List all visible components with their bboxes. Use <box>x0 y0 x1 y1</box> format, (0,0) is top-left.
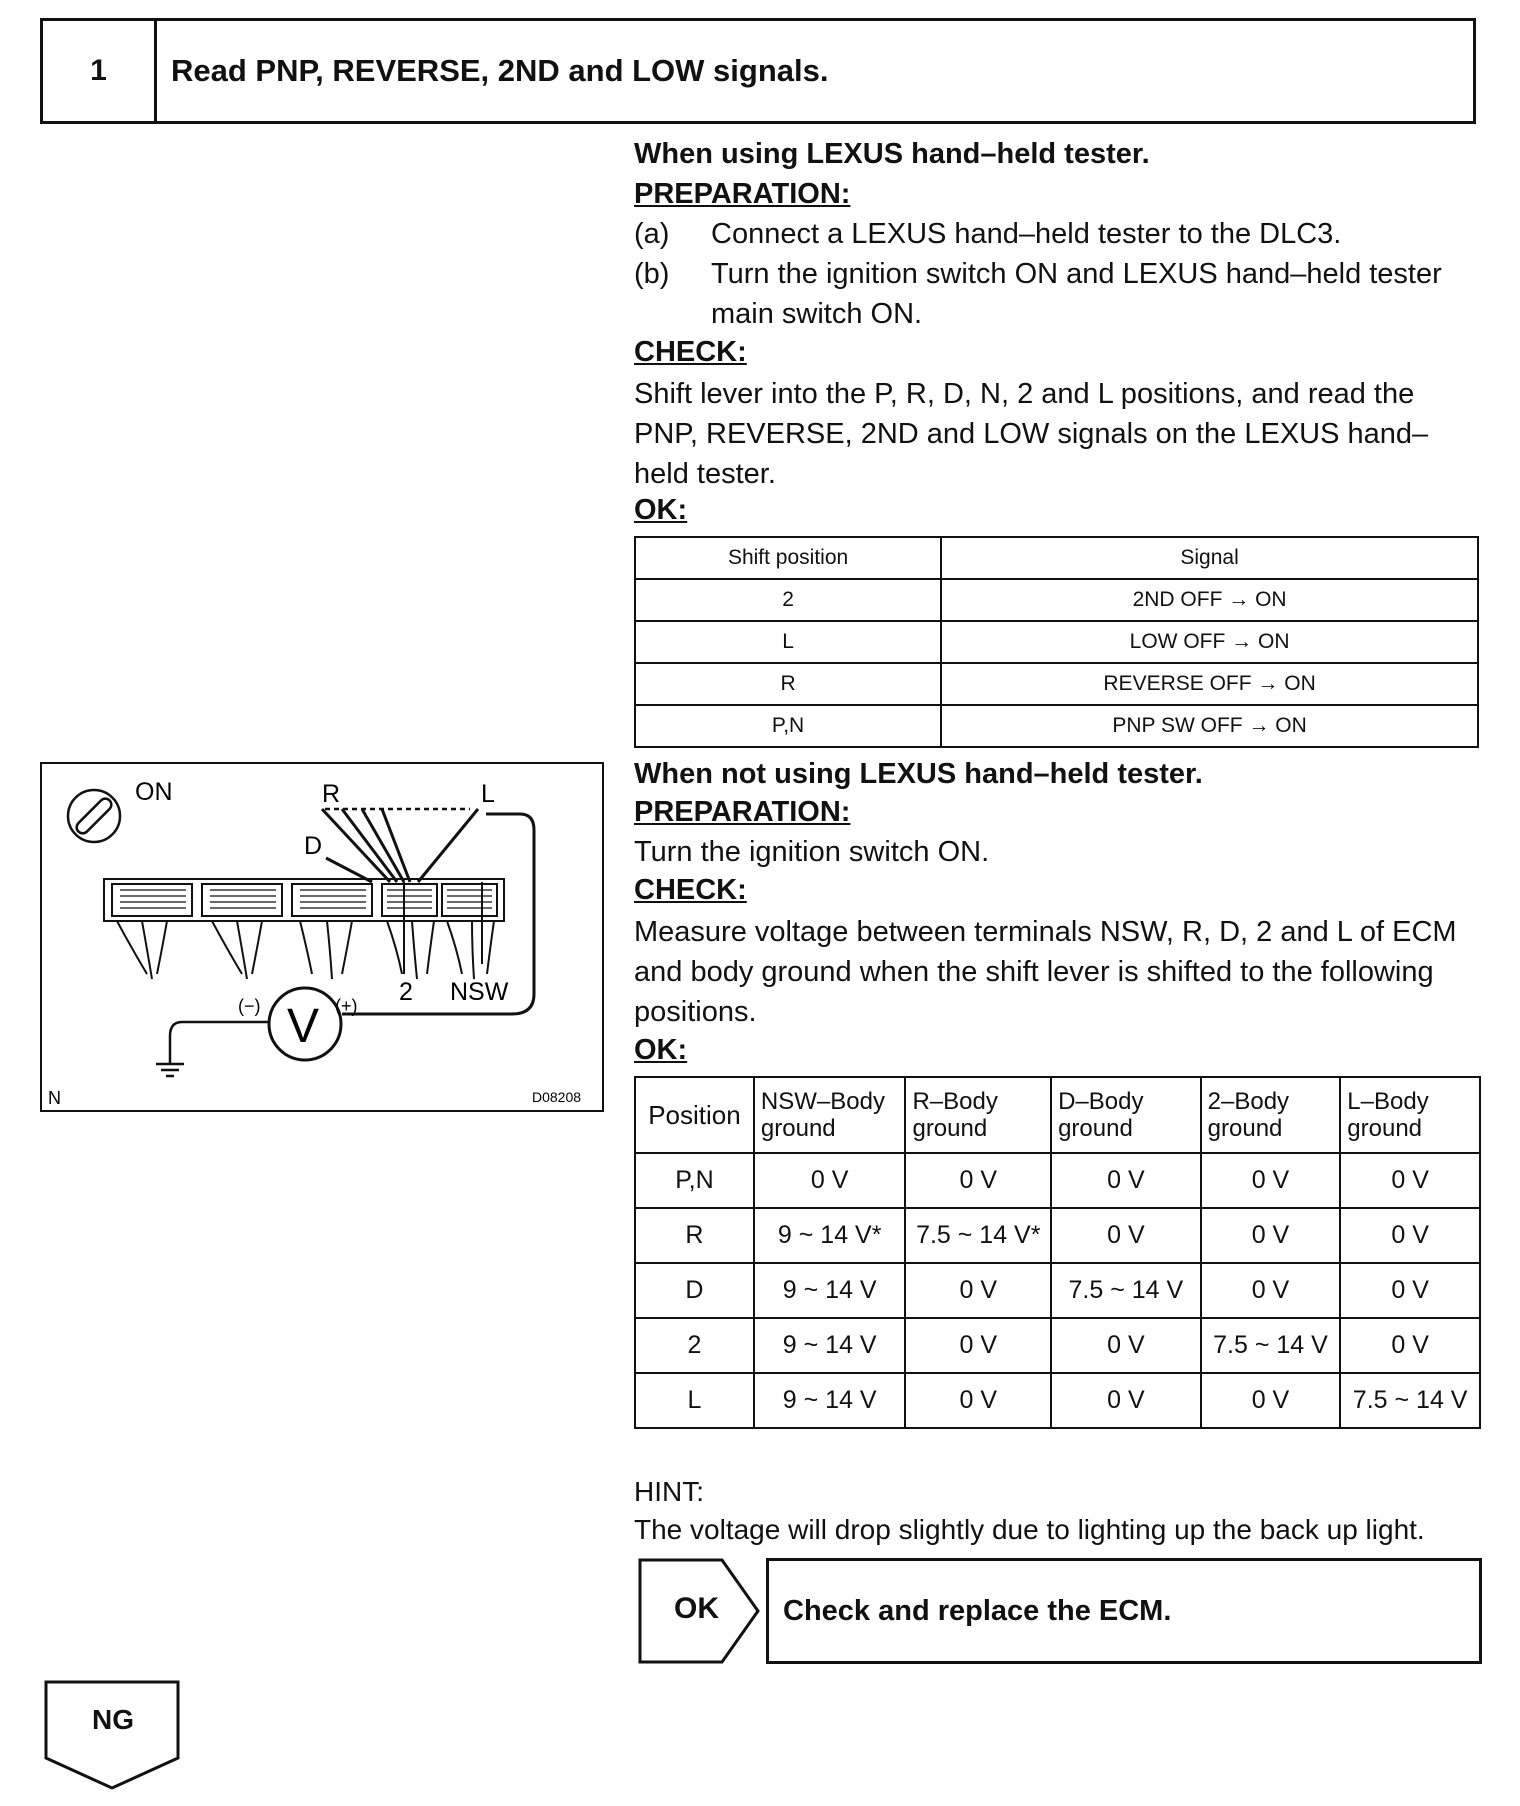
table-cell: 0 V <box>1051 1153 1201 1208</box>
table-cell: PNP SW OFF → ON <box>941 705 1478 747</box>
ecm-connector-icon <box>104 879 504 979</box>
table-cell: 0 V <box>905 1318 1051 1373</box>
tester-check-text: Shift lever into the P, R, D, N, 2 and L positions, and read the PNP, REVERSE, 2ND and LOW signals on the LEXUS hand–held tester. <box>634 378 1429 490</box>
table-cell: 0 V <box>905 1153 1051 1208</box>
table-row <box>635 621 1478 663</box>
table-cell: 2 <box>635 579 941 621</box>
table-cell: 0 V <box>1340 1318 1480 1373</box>
table-header-row <box>635 537 1478 579</box>
table-cell: 0 V <box>1340 1153 1480 1208</box>
voltmeter-icon <box>269 988 341 1060</box>
table-cell: D <box>635 1263 754 1318</box>
table-cell: 0 V <box>1201 1208 1341 1263</box>
tester-step-b <box>634 254 1479 334</box>
step-title: Read PNP, REVERSE, 2ND and LOW signals. <box>171 53 829 88</box>
table-cell: 7.5 ~ 14 V* <box>905 1208 1051 1263</box>
table-cell: R <box>635 1208 754 1263</box>
table-cell: L <box>635 621 941 663</box>
no-tester-preparation-text: Turn the ignition switch ON. <box>634 836 990 868</box>
corner-label: N <box>48 1088 61 1108</box>
table-cell: 0 V <box>905 1263 1051 1318</box>
table-cell: 0 V <box>1340 1263 1480 1318</box>
table-cell: 9 ~ 14 V <box>754 1263 906 1318</box>
ground-icon <box>156 1022 269 1076</box>
table-row <box>635 1153 1480 1208</box>
hint-label: HINT: <box>634 1476 704 1507</box>
no-tester-ok-label: OK: <box>634 1034 688 1066</box>
step-label: (a) <box>634 218 670 250</box>
table-cell: 0 V <box>1051 1208 1201 1263</box>
table-cell: 2ND OFF → ON <box>941 579 1478 621</box>
ok-label: OK <box>674 1592 719 1625</box>
table-cell: P,N <box>635 705 941 747</box>
table-header-cell: Position <box>635 1077 754 1153</box>
table-row <box>635 579 1478 621</box>
tester-ok-label: OK: <box>634 494 688 526</box>
table-row <box>635 1373 1480 1428</box>
step-number: 1 <box>43 21 157 121</box>
no-tester-check-text: Measure voltage between terminals NSW, R, D, 2 and L of ECM and body ground when the shift lever is shifted to the following positions. <box>634 916 1457 1028</box>
table-row <box>635 705 1478 747</box>
table-cell: R <box>635 663 941 705</box>
table-cell: 7.5 ~ 14 V <box>1201 1318 1341 1373</box>
table-header-cell: R–Body ground <box>905 1077 1051 1153</box>
ignition-switch-icon <box>68 790 120 842</box>
tester-steps <box>634 214 1479 334</box>
table-cell: 0 V <box>1340 1208 1480 1263</box>
table-row <box>635 1318 1480 1373</box>
tester-heading: When using LEXUS hand–held tester. <box>634 138 1150 170</box>
meter-minus-label: (−) <box>238 996 261 1016</box>
table-cell: REVERSE OFF → ON <box>941 663 1478 705</box>
table-cell: 0 V <box>754 1153 906 1208</box>
voltage-table <box>634 1076 1481 1429</box>
no-tester-heading: When not using LEXUS hand–held tester. <box>634 758 1203 790</box>
table-header-cell: L–Body ground <box>1340 1077 1480 1153</box>
ng-label: NG <box>92 1704 134 1735</box>
ng-result <box>44 1680 182 1790</box>
tester-preparation-label: PREPARATION: <box>634 178 851 210</box>
table-row <box>635 1208 1480 1263</box>
table-header-cell: 2–Body ground <box>1201 1077 1341 1153</box>
table-header-cell: Signal <box>941 537 1478 579</box>
table-cell: 0 V <box>1201 1373 1341 1428</box>
diagram-code: D08208 <box>532 1089 582 1105</box>
step-text: Connect a LEXUS hand–held tester to the DLC3. <box>711 218 1342 250</box>
ok-result <box>638 1558 1482 1664</box>
table-cell: 0 V <box>905 1373 1051 1428</box>
table-row <box>635 663 1478 705</box>
table-cell: 0 V <box>1051 1373 1201 1428</box>
hint-text: The voltage will drop slightly due to lighting up the back up light. <box>634 1514 1425 1545</box>
terminal-l-label: L <box>481 780 495 808</box>
table-row <box>635 1263 1480 1318</box>
table-cell: 9 ~ 14 V <box>754 1318 906 1373</box>
terminal-nsw-label: NSW <box>450 978 509 1006</box>
table-header-cell: D–Body ground <box>1051 1077 1201 1153</box>
table-cell: 0 V <box>1201 1263 1341 1318</box>
tester-step-a <box>634 214 1479 254</box>
meter-plus-label: (+) <box>335 996 358 1016</box>
step-header <box>40 18 1476 124</box>
table-cell: 0 V <box>1201 1153 1341 1208</box>
signal-table <box>634 536 1479 748</box>
table-cell: P,N <box>635 1153 754 1208</box>
svg-text:V: V <box>287 1000 320 1053</box>
no-tester-check-label: CHECK: <box>634 874 747 906</box>
table-cell: 9 ~ 14 V* <box>754 1208 906 1263</box>
step-text: Turn the ignition switch ON and LEXUS hand–held tester main switch ON. <box>711 258 1442 330</box>
ok-action: Check and replace the ECM. <box>766 1558 1482 1664</box>
terminal-d-label: D <box>304 832 323 860</box>
table-cell: L <box>635 1373 754 1428</box>
terminal-r-label: R <box>322 780 341 808</box>
ecm-wiring-diagram <box>40 762 604 1112</box>
table-header-cell: Shift position <box>635 537 941 579</box>
table-cell: LOW OFF → ON <box>941 621 1478 663</box>
table-header-row <box>635 1077 1480 1153</box>
step-label: (b) <box>634 258 670 290</box>
tester-check-label: CHECK: <box>634 336 747 368</box>
table-cell: 9 ~ 14 V <box>754 1373 906 1428</box>
table-cell: 7.5 ~ 14 V <box>1340 1373 1480 1428</box>
table-header-cell: NSW–Body ground <box>754 1077 906 1153</box>
table-cell: 2 <box>635 1318 754 1373</box>
ignition-on-label: ON <box>135 778 173 806</box>
table-cell: 7.5 ~ 14 V <box>1051 1263 1201 1318</box>
table-cell: 0 V <box>1051 1318 1201 1373</box>
no-tester-preparation-label: PREPARATION: <box>634 796 851 828</box>
terminal-2-label: 2 <box>399 978 413 1006</box>
